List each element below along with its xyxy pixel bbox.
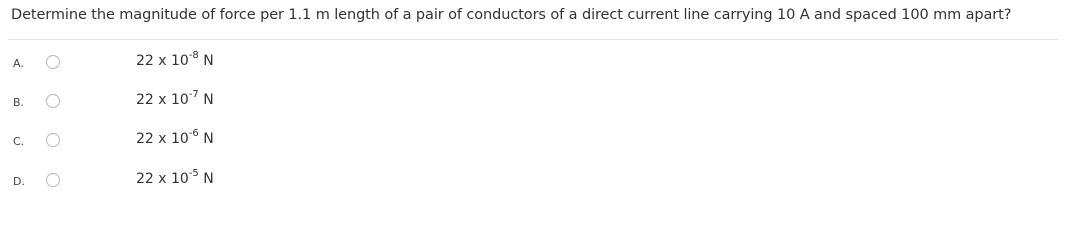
question-text: Determine the magnitude of force per 1.1 m length of a pair of conductors of a direct current line carrying 10 A and spaced 100 mm apart?	[11, 7, 1012, 23]
option-letter: A.	[13, 57, 24, 70]
radio-button-d[interactable]	[46, 173, 60, 187]
option-a[interactable]	[0, 50, 1066, 77]
option-unit: N	[203, 131, 214, 147]
option-exponent: -7	[188, 89, 199, 101]
radio-button-a[interactable]	[46, 55, 60, 69]
option-base: 22 x 10	[136, 171, 189, 187]
option-letter: B.	[13, 96, 25, 109]
option-letter: C.	[13, 135, 25, 148]
option-base: 22 x 10	[136, 92, 189, 108]
option-unit: N	[203, 171, 214, 187]
option-c[interactable]	[0, 128, 1066, 155]
option-base: 22 x 10	[136, 131, 189, 147]
option-b[interactable]	[0, 89, 1066, 116]
option-exponent: -6	[188, 128, 199, 140]
option-exponent: -5	[188, 168, 199, 180]
radio-button-b[interactable]	[46, 94, 60, 108]
option-base: 22 x 10	[136, 53, 189, 69]
option-d[interactable]	[0, 168, 1066, 195]
option-text	[136, 89, 214, 108]
option-unit: N	[203, 92, 214, 108]
option-text	[136, 50, 214, 69]
option-letter: D.	[13, 175, 25, 188]
question-divider	[8, 39, 1058, 40]
option-exponent: -8	[188, 50, 199, 62]
option-text	[136, 168, 214, 187]
option-unit: N	[203, 53, 214, 69]
radio-button-c[interactable]	[46, 133, 60, 147]
option-text	[136, 128, 214, 147]
